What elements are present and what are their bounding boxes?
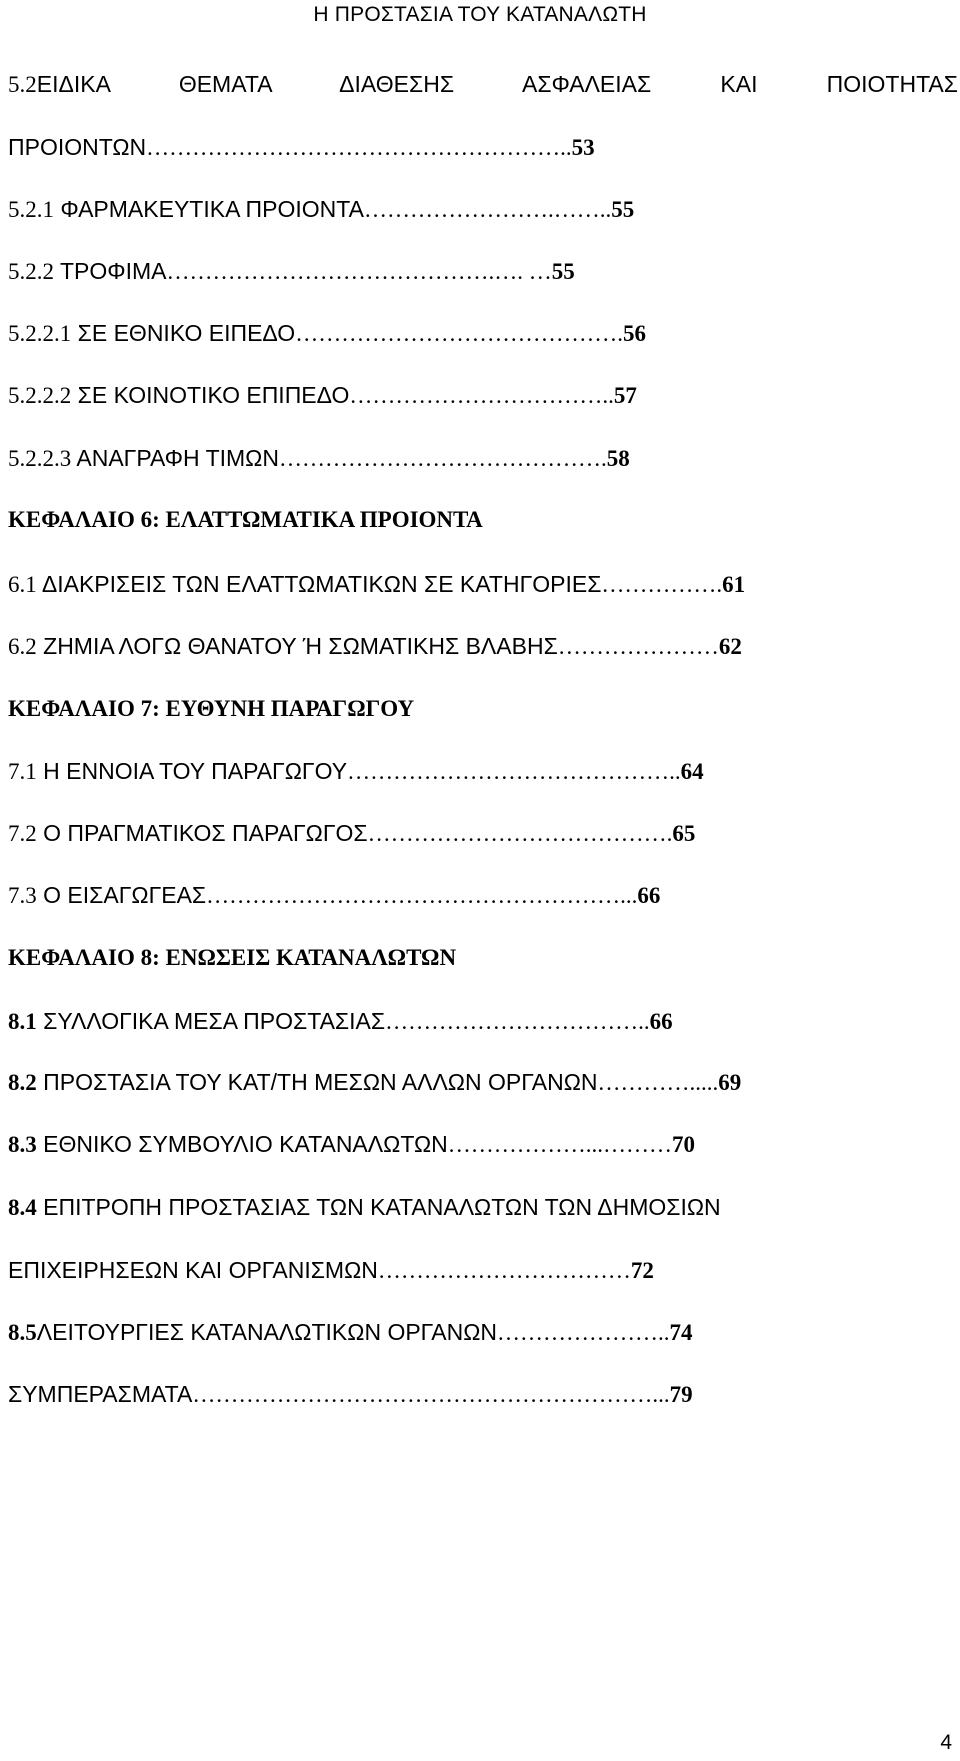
section-title: ΣΕ ΕΘΝΙΚΟ ΕΙΠΕΔΟ xyxy=(71,320,296,346)
page-ref: 64 xyxy=(680,759,704,784)
section-title: ΕΘΝΙΚΟ ΣΥΜΒΟΥΛΙΟ ΚΑΤΑΝΑΛΩΤΩΝ xyxy=(36,1131,448,1157)
section-number: 5.2.1 xyxy=(8,197,54,222)
toc-entry xyxy=(8,626,958,666)
dot-leader: …………………………………. xyxy=(367,821,673,846)
toc-entry xyxy=(8,64,958,104)
section-number: 6.1 xyxy=(8,572,37,597)
toc-entry xyxy=(8,1187,958,1227)
section-title: ΣΥΜΠΕΡΑΣΜΑΤΑ xyxy=(8,1381,193,1407)
dot-leader: …………………….…….. xyxy=(363,197,612,222)
section-number: 8.5 xyxy=(8,1320,37,1345)
toc-entry xyxy=(8,438,958,478)
toc-entry xyxy=(8,189,958,229)
section-title: ΖΗΜΙΑ ΛΟΓΩ ΘΑΝΑΤΟΥ Ή ΣΩΜΑΤΙΚΗΣ ΒΛΑΒΗΣ xyxy=(36,633,558,659)
page-ref: 57 xyxy=(613,383,637,408)
running-header: Η ΠΡΟΣΤΑΣΙΑ ΤΟΥ ΚΑΤΑΝΑΛΩΤΗ xyxy=(313,3,647,26)
toc-chapter-heading xyxy=(8,689,958,729)
section-number: 5.2.2.2 xyxy=(8,383,72,408)
section-title: ΑΝΑΓΡΑΦΗ ΤΙΜΩΝ xyxy=(71,445,279,471)
toc-chapter-heading xyxy=(8,938,958,978)
section-number: 7.1 xyxy=(8,759,37,784)
section-title: ΕΠΙΧΕΙΡΗΣΕΩΝ ΚΑΙ ΟΡΓΑΝΙΣΜΩΝ xyxy=(8,1257,378,1283)
page-number: 4 xyxy=(940,1731,952,1754)
dot-leader: …………………………… xyxy=(377,1258,631,1283)
section-number: 5.2.2 xyxy=(8,259,54,284)
section-title: ΣΕ ΚΟΙΝΟΤΙΚΟ ΕΠΙΠΕΔΟ xyxy=(71,382,350,408)
toc-entry xyxy=(8,313,958,353)
section-title: ΔΙΑΚΡΙΣΕΙΣ ΤΩΝ ΕΛΑΤΤΩΜΑΤΙΚΩΝ ΣΕ ΚΑΤΗΓΟΡΙΕΣ xyxy=(36,571,602,597)
page-ref: 55 xyxy=(551,259,575,284)
chapter-title: ΚΕΦΑΛΑΙΟ 6: ΕΛΑΤΤΩΜΑΤΙΚΑ ΠΡΟΙΟΝΤΑ xyxy=(8,507,483,532)
section-title: ΦΑΡΜΑΚΕΥΤΙΚΑ ΠΡΟΙΟΝΤΑ xyxy=(54,196,364,222)
section-title: ΕΠΙΤΡΟΠΗ ΠΡΟΣΤΑΣΙΑΣ ΤΩΝ ΚΑΤΑΝΑΛΩΤΩΝ ΤΩΝ ΔΗΜΟΣΙΩΝ xyxy=(36,1194,721,1220)
section-title: ΕΙΔΙΚΑ ΘΕΜΑΤΑ ΔΙΑΘΕΣΗΣ ΑΣΦΑΛΕΙΑΣ ΚΑΙ ΠΟΙΟΤΗΤΑΣ xyxy=(36,71,958,97)
section-number: 8.1 xyxy=(8,1009,37,1034)
dot-leader: …………………………….. xyxy=(385,1009,650,1034)
dot-leader: …………………………………….…. … xyxy=(166,259,552,284)
toc-entry xyxy=(8,564,958,604)
toc-entry xyxy=(8,1250,958,1290)
page-ref: 74 xyxy=(669,1320,693,1345)
page-ref: 69 xyxy=(718,1070,742,1095)
page-ref: 53 xyxy=(571,135,595,160)
dot-leader: ……………………………………………………... xyxy=(192,1382,670,1407)
section-number: 5.2.2.1 xyxy=(8,321,72,346)
section-title: ΣΥΛΛΟΓΙΚΑ ΜΕΣΑ ΠΡΟΣΤΑΣΙΑΣ xyxy=(36,1008,386,1034)
section-number: 8.4 xyxy=(8,1195,37,1220)
dot-leader: …………………………….. xyxy=(349,383,614,408)
toc-entry xyxy=(8,1124,958,1164)
chapter-title: ΚΕΦΑΛΑΙΟ 8: ΕΝΩΣΕΙΣ ΚΑΤΑΝΑΛΩΤΩΝ xyxy=(8,945,457,970)
section-number: 5.2.2.3 xyxy=(8,446,72,471)
toc-entry xyxy=(8,1062,958,1102)
page-ref: 79 xyxy=(669,1382,693,1407)
toc-entry xyxy=(8,251,958,291)
dot-leader: ………………………………………………... xyxy=(206,883,638,908)
section-title: Η ΕΝΝΟΙΑ ΤΟΥ ΠΑΡΑΓΩΓΟΥ xyxy=(36,758,348,784)
section-number: 6.2 xyxy=(8,634,37,659)
page-ref: 56 xyxy=(622,321,646,346)
dot-leader: ……………………………………. xyxy=(278,446,607,471)
section-title: ΤΡΟΦΙΜΑ xyxy=(54,258,167,284)
dot-leader: ………………….. xyxy=(497,1320,670,1345)
toc-entry xyxy=(8,751,958,791)
page-ref: 70 xyxy=(672,1132,696,1157)
dot-leader: ……………. xyxy=(601,572,723,597)
section-number: 8.2 xyxy=(8,1070,37,1095)
toc-entry xyxy=(8,375,958,415)
section-number: 7.2 xyxy=(8,821,37,846)
section-title: ΛΕΙΤΟΥΡΓΙΕΣ ΚΑΤΑΝΑΛΩΤΙΚΩΝ ΟΡΓΑΝΩΝ xyxy=(36,1319,497,1345)
toc-chapter-heading xyxy=(8,500,958,540)
page-ref: 65 xyxy=(672,821,696,846)
section-number: 7.3 xyxy=(8,883,37,908)
dot-leader: ………………… xyxy=(557,634,719,659)
section-number: 5.2 xyxy=(8,72,37,97)
page-ref: 58 xyxy=(606,446,630,471)
toc-entry xyxy=(8,1374,958,1414)
toc-entry xyxy=(8,1001,958,1041)
section-title: ΠΡΟΣΤΑΣΙΑ ΤΟΥ ΚΑΤ/ΤΗ ΜΕΣΩΝ ΑΛΛΩΝ ΟΡΓΑΝΩΝ xyxy=(36,1069,598,1095)
page-ref: 72 xyxy=(630,1258,654,1283)
toc-entry xyxy=(8,813,958,853)
dot-leader: ……………………………………. xyxy=(295,321,623,346)
section-number: 8.3 xyxy=(8,1132,37,1157)
toc-entry xyxy=(8,875,958,915)
toc-entry xyxy=(8,1312,958,1352)
page-ref: 55 xyxy=(611,197,635,222)
dot-leader: …………..... xyxy=(597,1070,719,1095)
page-ref: 62 xyxy=(718,634,742,659)
dot-leader: ………………...……… xyxy=(447,1132,673,1157)
page-ref: 61 xyxy=(722,572,746,597)
page-ref: 66 xyxy=(649,1009,673,1034)
section-title: Ο ΕΙΣΑΓΩΓΕΑΣ xyxy=(36,882,207,908)
toc-entry xyxy=(8,127,958,167)
section-title: Ο ΠΡΑΓΜΑΤΙΚΟΣ ΠΑΡΑΓΩΓΟΣ xyxy=(36,820,368,846)
chapter-title: ΚΕΦΑΛΑΙΟ 7: ΕΥΘΥΝΗ ΠΑΡΑΓΩΓΟΥ xyxy=(8,696,415,721)
page-ref: 66 xyxy=(637,883,661,908)
section-title: ΠΡΟΙΟΝΤΩΝ xyxy=(8,134,147,160)
dot-leader: ……………………………………………….. xyxy=(146,135,572,160)
dot-leader: …………………………………….. xyxy=(347,759,681,784)
